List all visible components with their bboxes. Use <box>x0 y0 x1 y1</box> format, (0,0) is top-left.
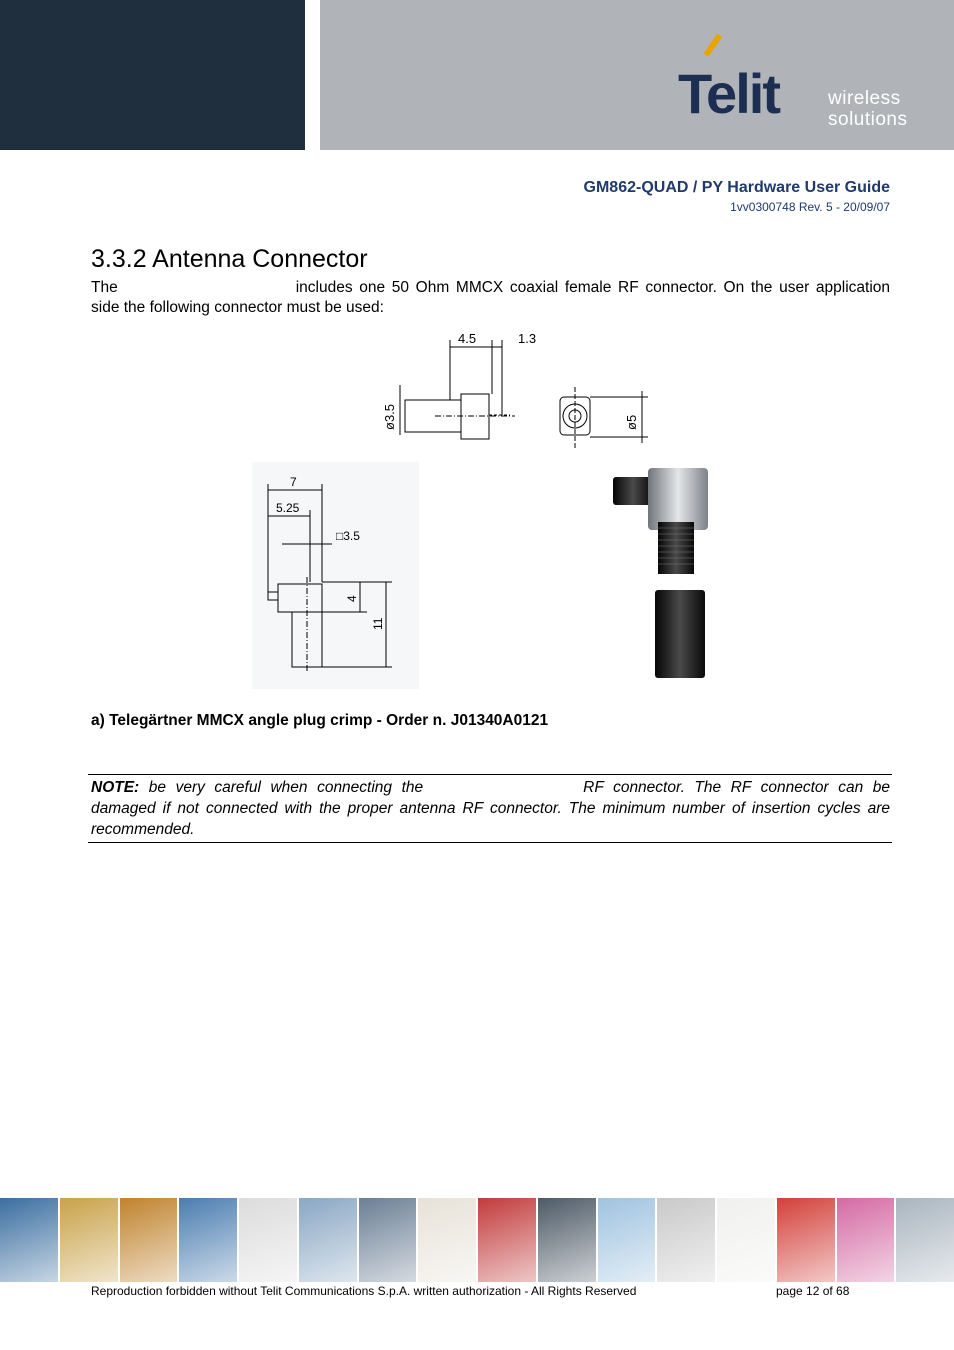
photo-plug-tip <box>613 477 653 505</box>
dim-label-dia-5: ø5 <box>624 414 639 430</box>
footer-photo-tile <box>538 1198 596 1282</box>
footer-copyright: Reproduction forbidden without Telit Communications S.p.A. written authorization - All Rights Reserved <box>91 1284 637 1298</box>
footer-photo-tile <box>837 1198 895 1282</box>
dim-label-sq-3-5: □3.5 <box>336 529 360 543</box>
paragraph-start: The <box>91 279 118 296</box>
footer-photo-tile <box>299 1198 357 1282</box>
section-heading: 3.3.2 Antenna Connector <box>91 245 368 273</box>
footer-photo-tile <box>598 1198 656 1282</box>
dim-label-1-3: 1.3 <box>518 331 537 346</box>
angle-plug-photo <box>603 462 717 680</box>
document-title: GM862-QUAD / PY Hardware User Guide <box>583 179 890 196</box>
footer-photo-tile <box>359 1198 417 1282</box>
footer-photo-tile <box>239 1198 297 1282</box>
plug-side-body <box>278 584 322 612</box>
logo-tagline-line1: wireless <box>828 88 901 109</box>
note-box <box>88 774 892 843</box>
angle-plug-dimension-drawing <box>252 462 419 689</box>
footer-photo-tile <box>717 1198 775 1282</box>
footer-photo-tile <box>657 1198 715 1282</box>
dim-label-4-5: 4.5 <box>458 331 477 346</box>
footer-photo-tile <box>120 1198 178 1282</box>
connector-dimension-drawing <box>380 325 655 465</box>
figure-caption: a) Telegärtner MMCX angle plug crimp - Order n. J01340A0121 <box>91 712 549 729</box>
footer-photo-tile <box>0 1198 58 1282</box>
footer-photo-tile <box>896 1198 954 1282</box>
logo-tagline <box>828 88 908 130</box>
page-number: page 12 of 68 <box>776 1284 850 1298</box>
note-text-1: be very careful when connecting the <box>148 779 424 796</box>
note-text-2: RF connector. The RF connector can be damaged if not connected with the proper antenna RF connector. The minimum number of insertion cycles are recommended. <box>91 779 890 838</box>
photo-angle-body <box>648 468 708 530</box>
dim-label-4: 4 <box>345 595 359 602</box>
dim-label-11: 11 <box>371 617 385 630</box>
logo-wordmark: Telit <box>678 62 779 125</box>
telit-logo <box>678 52 928 132</box>
dim-label-7: 7 <box>290 475 297 489</box>
header-divider <box>305 0 320 150</box>
paragraph-rest: includes one 50 Ohm MMCX coaxial female RF connector. On the user application side the following connector must be used: <box>91 279 890 316</box>
logo-tagline-line2: solutions <box>828 109 908 130</box>
footer-photo-tile <box>60 1198 118 1282</box>
footer-photo-tile <box>179 1198 237 1282</box>
document-revision: 1vv0300748 Rev. 5 - 20/09/07 <box>730 200 890 214</box>
footer-photo-tile <box>777 1198 835 1282</box>
footer-photo-tile <box>478 1198 536 1282</box>
footer-image-strip <box>0 1198 954 1282</box>
section-paragraph <box>91 278 890 318</box>
note-label: NOTE: <box>91 779 140 796</box>
footer-photo-tile <box>418 1198 476 1282</box>
plug-body-outline <box>405 400 461 432</box>
dim-label-5-25: 5.25 <box>276 501 300 515</box>
dim-label-dia-3-5: ø3.5 <box>382 403 397 430</box>
photo-knurled-sleeve <box>658 522 694 574</box>
header-dark-panel <box>0 0 305 150</box>
photo-crimp-ferrule <box>655 590 705 678</box>
